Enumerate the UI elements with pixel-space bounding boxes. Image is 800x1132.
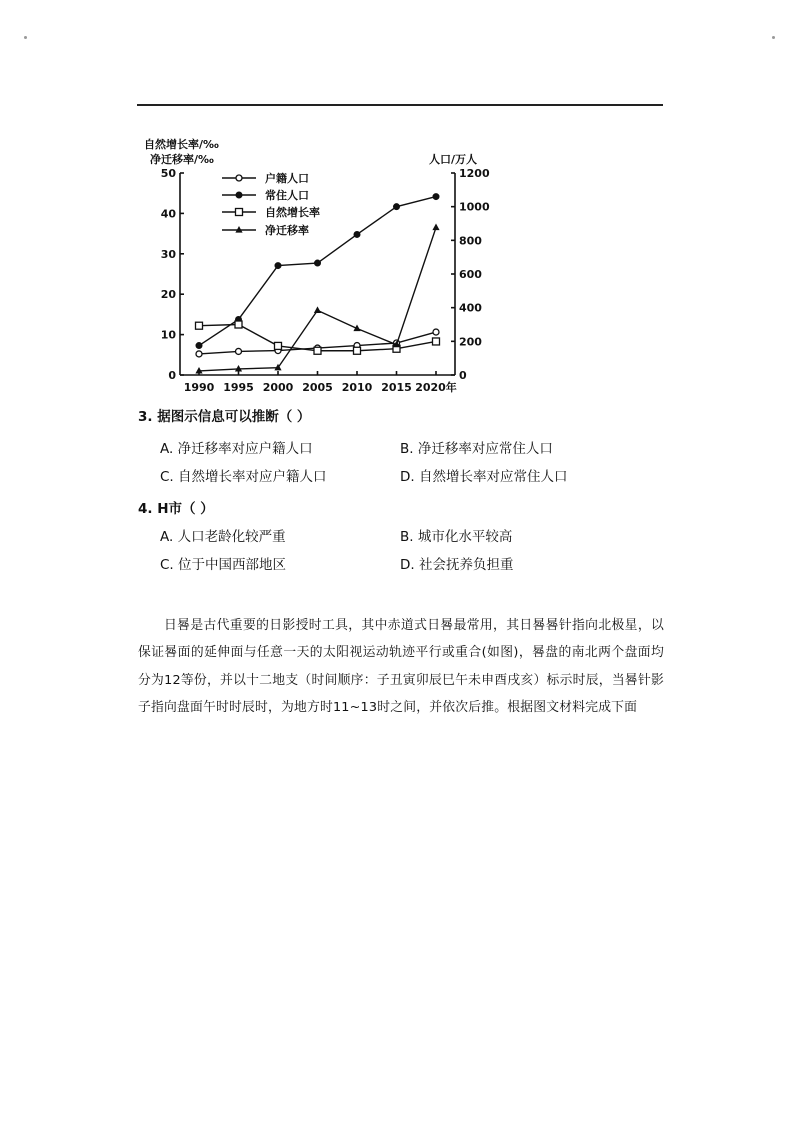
left-tick-label: 40: [160, 207, 176, 221]
data-point: [275, 263, 281, 269]
legend-marker: [236, 192, 242, 198]
data-point: [315, 260, 321, 266]
chart-legend: [222, 171, 320, 237]
data-point: [433, 194, 439, 200]
question-4-stem: 4. H市（ ）: [138, 501, 214, 517]
left-axis-label-2: 净迁移率/‰: [150, 153, 214, 166]
legend-marker: [236, 209, 243, 216]
question-4-option-a: A. 人口老龄化较严重: [160, 529, 286, 545]
question-3-option-c: C. 自然增长率对应户籍人口: [160, 469, 327, 485]
right-tick-label: 1200: [459, 167, 490, 180]
x-tick-label: 2005: [302, 381, 333, 394]
scan-speck: [24, 36, 27, 39]
question-3-option-a: A. 净迁移率对应户籍人口: [160, 441, 313, 457]
left-tick-label: 10: [160, 328, 176, 342]
data-point: [433, 329, 439, 335]
chart-ticks: [161, 167, 490, 394]
question-3-stem: 3. 据图示信息可以推断（ ）: [138, 409, 311, 425]
right-tick-label: 0: [459, 369, 467, 382]
scan-speck: [772, 36, 775, 39]
left-tick-label: 50: [160, 167, 176, 180]
header-rule: [137, 104, 663, 106]
x-tick-label: 1995: [223, 381, 254, 394]
left-tick-label: 30: [160, 247, 176, 261]
chart-series: [195, 194, 439, 374]
legend-label: 户籍人口: [265, 172, 309, 185]
data-point: [394, 204, 400, 210]
data-point: [432, 224, 439, 231]
right-tick-label: 200: [459, 335, 482, 349]
question-3-option-b: B. 净迁移率对应常住人口: [400, 441, 553, 457]
x-tick-label: 2015: [381, 381, 412, 394]
x-tick-label: 2000: [262, 381, 294, 394]
right-axis-label: 人口/万人: [429, 153, 478, 166]
data-point: [433, 338, 440, 345]
population-chart: [140, 136, 490, 398]
data-point: [314, 347, 321, 354]
data-point: [235, 321, 242, 328]
legend-label: 常住人口: [265, 189, 309, 202]
sundial-passage: [138, 612, 664, 722]
legend-label: 净迁移率: [265, 224, 309, 237]
sundial-passage-text: 日晷是古代重要的日影授时工具，其中赤道式日晷最常用，其日晷晷针指向北极星，以保证晷面的延伸面与任意一天的太阳视运动轨迹平行或重合(如图)，晷盘的南北两个盘面均分为12等份，并以十二地支（时间顺序：子丑寅卯辰巳午未申酉戌亥）标示时辰，当晷针影子指向盘面午时时辰时，为地方时11~13时之间，并依次后推。根据图文材料完成下面: [138, 618, 664, 716]
right-tick-label: 800: [459, 234, 482, 248]
question-4-option-c: C. 位于中国西部地区: [160, 557, 287, 573]
question-3-option-d: D. 自然增长率对应常住人口: [400, 469, 568, 485]
question-4-option-b: B. 城市化水平较高: [400, 529, 513, 545]
right-tick-label: 1000: [459, 200, 490, 214]
right-tick-label: 400: [459, 301, 482, 315]
data-point: [314, 306, 321, 313]
left-tick-label: 20: [160, 288, 176, 302]
data-point: [196, 351, 202, 357]
data-point: [354, 231, 360, 237]
data-point: [196, 343, 202, 349]
question-4-option-d: D. 社会抚养负担重: [400, 557, 514, 573]
data-point: [196, 322, 203, 329]
legend-label: 自然增长率: [265, 206, 320, 219]
legend-marker: [236, 175, 242, 181]
right-tick-label: 600: [459, 268, 482, 281]
data-point: [236, 348, 242, 354]
data-point: [354, 347, 361, 354]
x-tick-label: 2020年: [415, 381, 457, 394]
data-point: [275, 342, 282, 349]
x-tick-label: 2010: [341, 381, 373, 394]
left-axis-label-1: 自然增长率/‰: [144, 138, 219, 151]
left-tick-label: 0: [168, 369, 176, 382]
x-tick-label: 1990: [183, 381, 215, 394]
